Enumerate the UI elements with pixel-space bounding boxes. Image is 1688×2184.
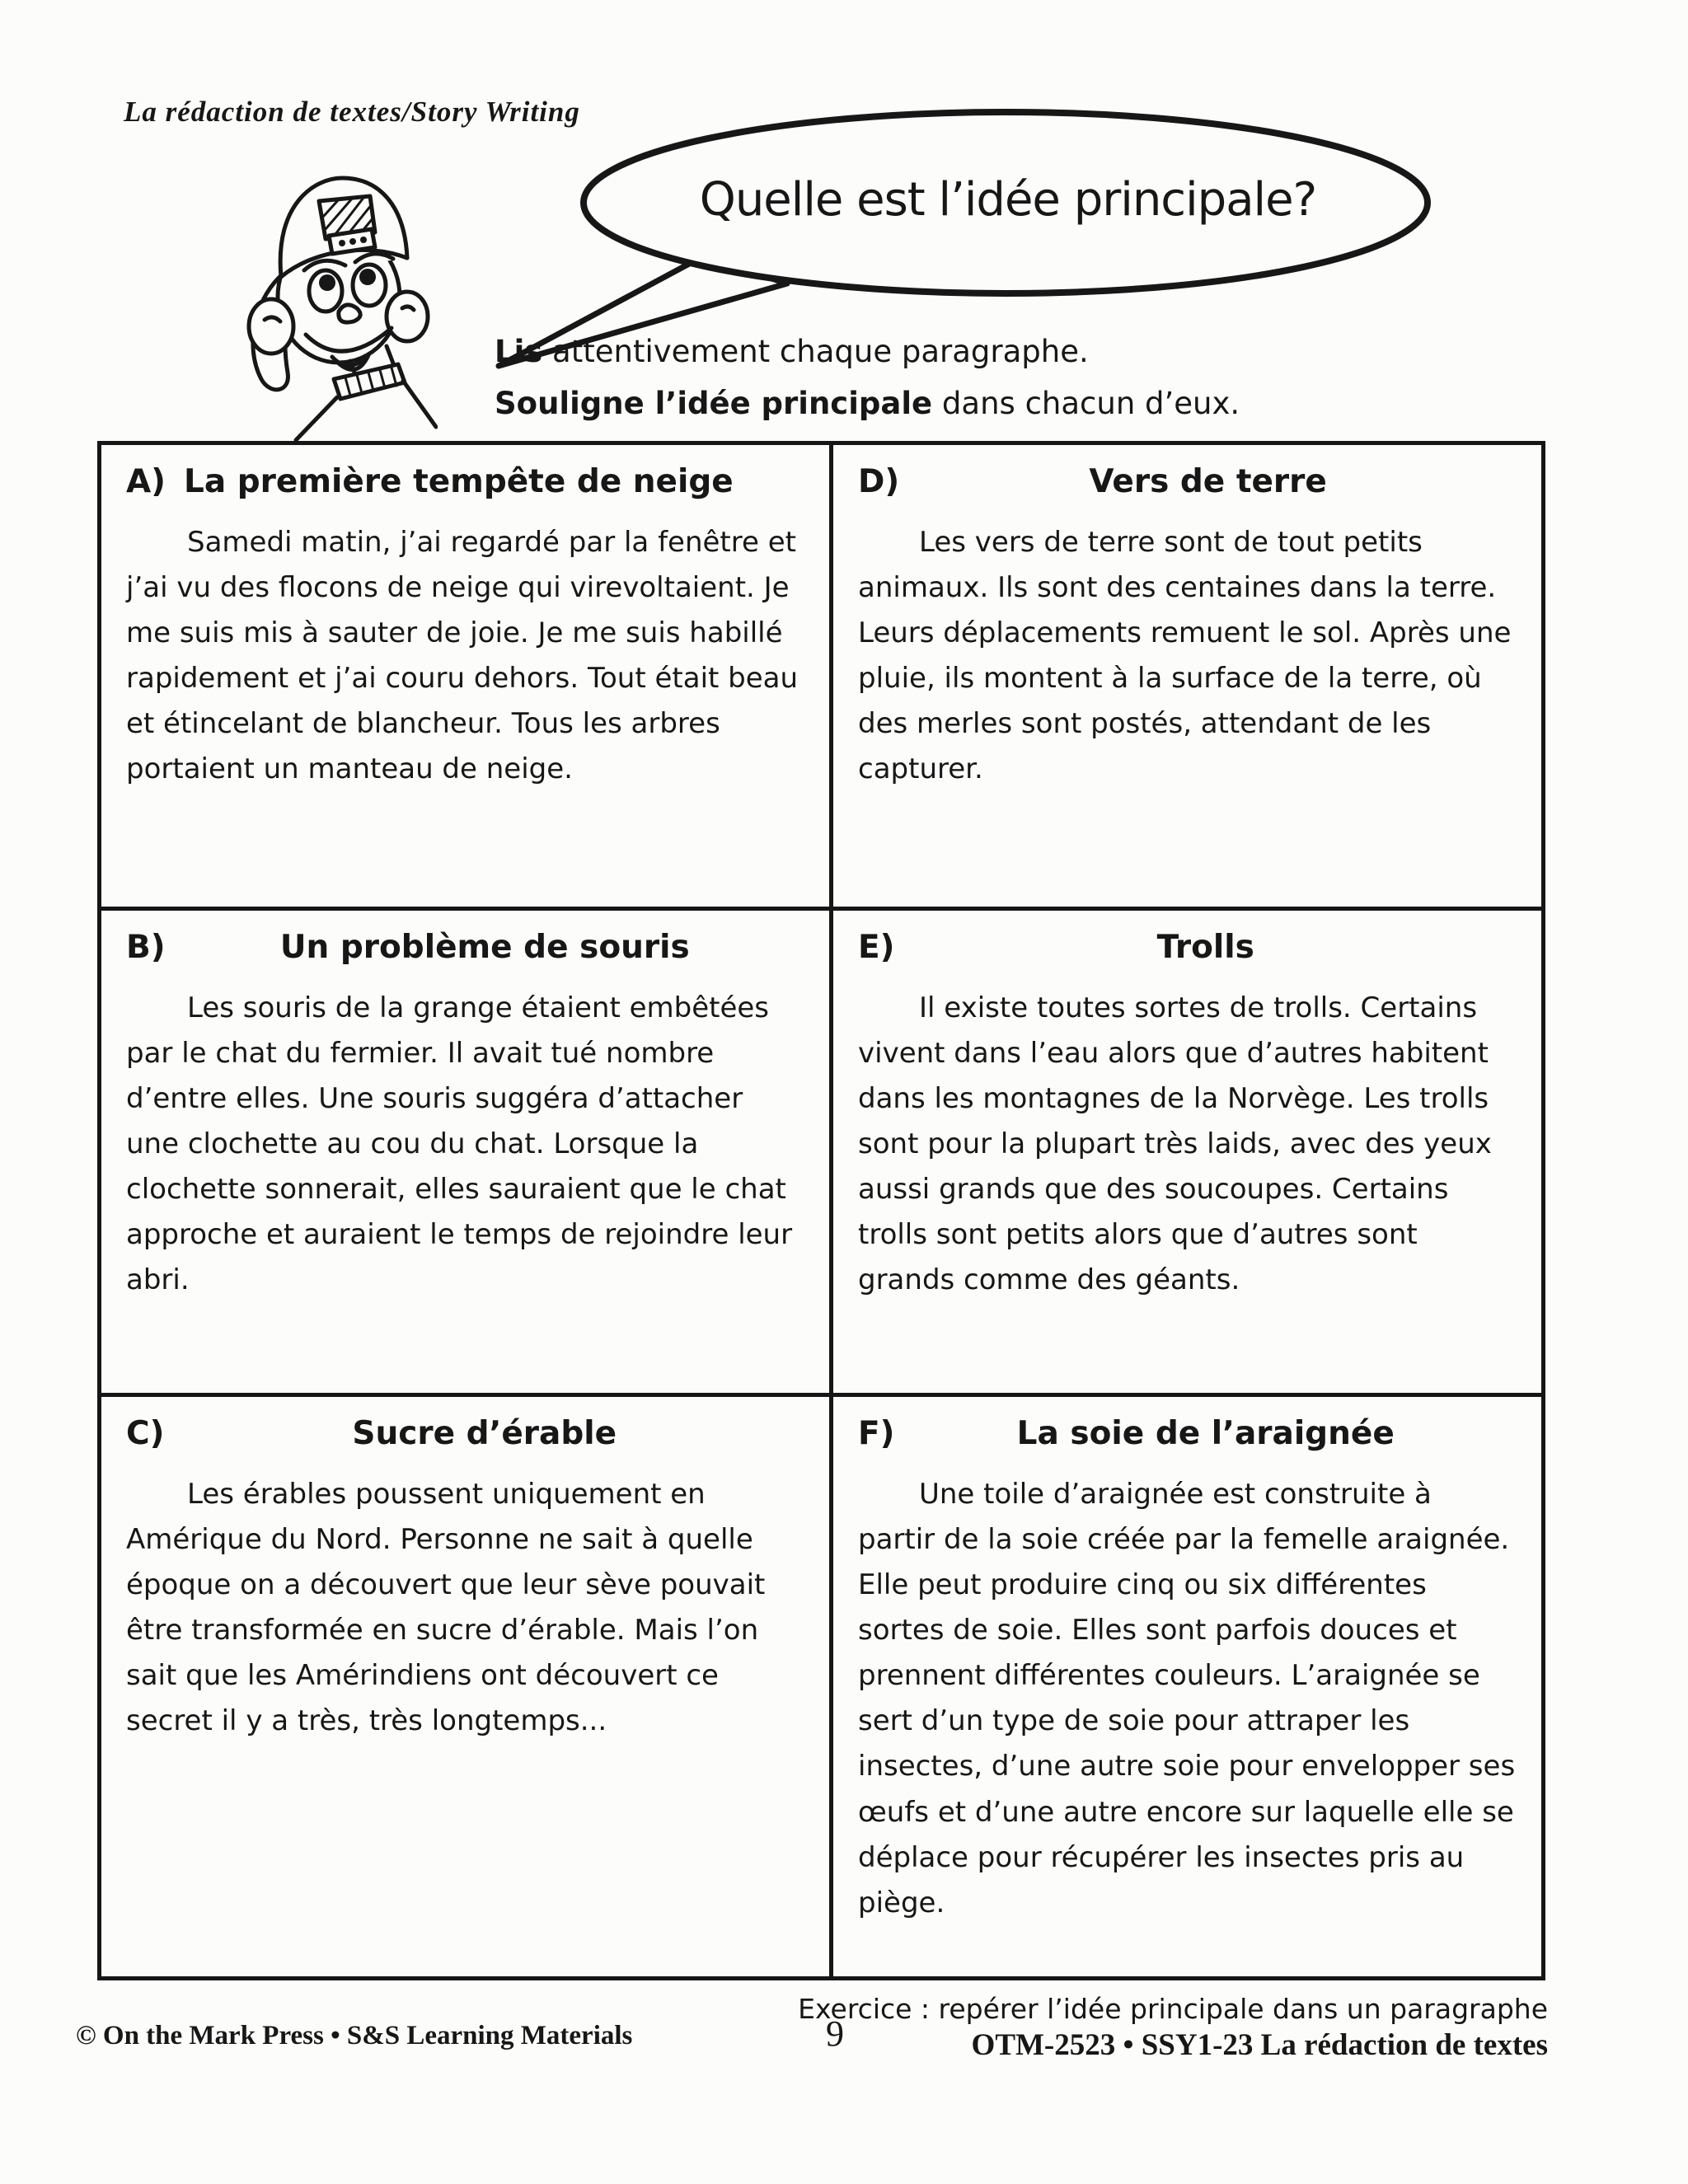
section-cell-c xyxy=(101,1397,833,1976)
worksheet-grid xyxy=(97,441,1545,1980)
section-heading xyxy=(858,463,1517,500)
section-cell-b xyxy=(101,911,833,1397)
left-ear xyxy=(249,299,293,354)
section-body: Les souris de la grange étaient embêtées par le chat du fermier. Il avait tué nombre d’entre elles. Une souris suggéra d’attacher une clochette au cou du chat. Lorsque la clochette sonnerait, elles sauraient que le chat approche et auraient le temps de rejoindre leur abri. xyxy=(126,991,793,1297)
section-body: Les érables poussent uniquement en Amérique du Nord. Personne ne sait à quelle époque on a découvert que leur sève pouvait être transformée en sucre d’érable. Mais l’on sait que les Amérindiens ont découvert ce secret il y a très, très longtemps... xyxy=(126,1478,766,1738)
right-shoulder xyxy=(403,381,436,427)
section-label: B) xyxy=(126,929,166,966)
product-code: OTM-2523 • SSY1-23 La rédaction de textes xyxy=(971,2028,1548,2062)
page-title: La rédaction de textes/Story Writing xyxy=(124,96,580,128)
copyright-notice: © On the Mark Press • S&S Learning Materials xyxy=(76,2021,633,2050)
section-label: D) xyxy=(858,463,900,500)
section-title: Un problème de souris xyxy=(279,929,690,966)
section-label: C) xyxy=(126,1415,165,1452)
section-heading xyxy=(126,463,804,500)
right-ear xyxy=(387,292,428,341)
section-title: La première tempête de neige xyxy=(184,463,734,500)
section-heading xyxy=(858,1415,1517,1452)
section-heading xyxy=(126,1415,804,1452)
section-label: E) xyxy=(858,929,895,966)
section-cell-d xyxy=(833,445,1541,911)
page-number: 9 xyxy=(826,2013,844,2054)
instruction-line-2: Souligne l’idée principale dans chacun d’eux. xyxy=(495,385,1240,421)
speech-bubble-text: Quelle est l’idée principale? xyxy=(699,173,1317,227)
section-title: Sucre d’érable xyxy=(352,1415,617,1452)
left-shoulder xyxy=(296,397,337,440)
instructions xyxy=(495,326,1240,430)
section-title: Vers de terre xyxy=(1089,463,1327,500)
section-cell-e xyxy=(833,911,1541,1397)
section-cell-f xyxy=(833,1397,1541,1976)
section-title: Trolls xyxy=(1156,929,1254,966)
section-title: La soie de l’araignée xyxy=(1016,1415,1395,1452)
section-body: Les vers de terre sont de tout petits animaux. Ils sont des centaines dans la terre. Leurs déplacements remuent le sol. Après une pluie, ils montent à la surface de la terre, où des merles sont postés, attendant de les capturer. xyxy=(858,526,1512,786)
section-cell-a xyxy=(101,445,833,911)
section-body: Une toile d’araignée est construite à partir de la soie créée par la femelle araignée. Elle peut produire cinq ou six différentes sortes de soie. Elles sont parfois douces et prennent différentes couleurs. L’araignée se sert d’un type de soie pour attraper les insectes, d’une autre soie pour envelopper ses œufs et d’une autre encore sur laquelle elle se déplace pour récupérer les insectes pris au piège. xyxy=(858,1478,1516,1919)
instruction-line-1: Lis attentivement chaque paragraphe. xyxy=(495,334,1089,369)
section-heading xyxy=(126,929,804,966)
boy-cartoon-illustration xyxy=(233,153,438,442)
section-body: Samedi matin, j’ai regardé par la fenêtre et j’ai vu des flocons de neige qui virevoltaient. Je me suis mis à sauter de joie. Je me suis habillé rapidement et j’ai couru dehors. Tout était beau et étincelant de blancheur. Tous les arbres portaient un manteau de neige. xyxy=(126,526,799,786)
section-body: Il existe toutes sortes de trolls. Certains vivent dans l’eau alors que d’autres habitent dans les montagnes de la Norvège. Les trolls sont pour la plupart très laids, avec des yeux aussi grands que des soucoupes. Certains trolls sont petits alors que d’autres sont grands comme des géants. xyxy=(858,991,1492,1297)
section-heading xyxy=(858,929,1517,966)
section-label: A) xyxy=(126,463,166,500)
section-label: F) xyxy=(858,1415,895,1452)
exercise-note: Exercice : repérer l’idée principale dans un paragraphe xyxy=(798,1993,1548,2025)
